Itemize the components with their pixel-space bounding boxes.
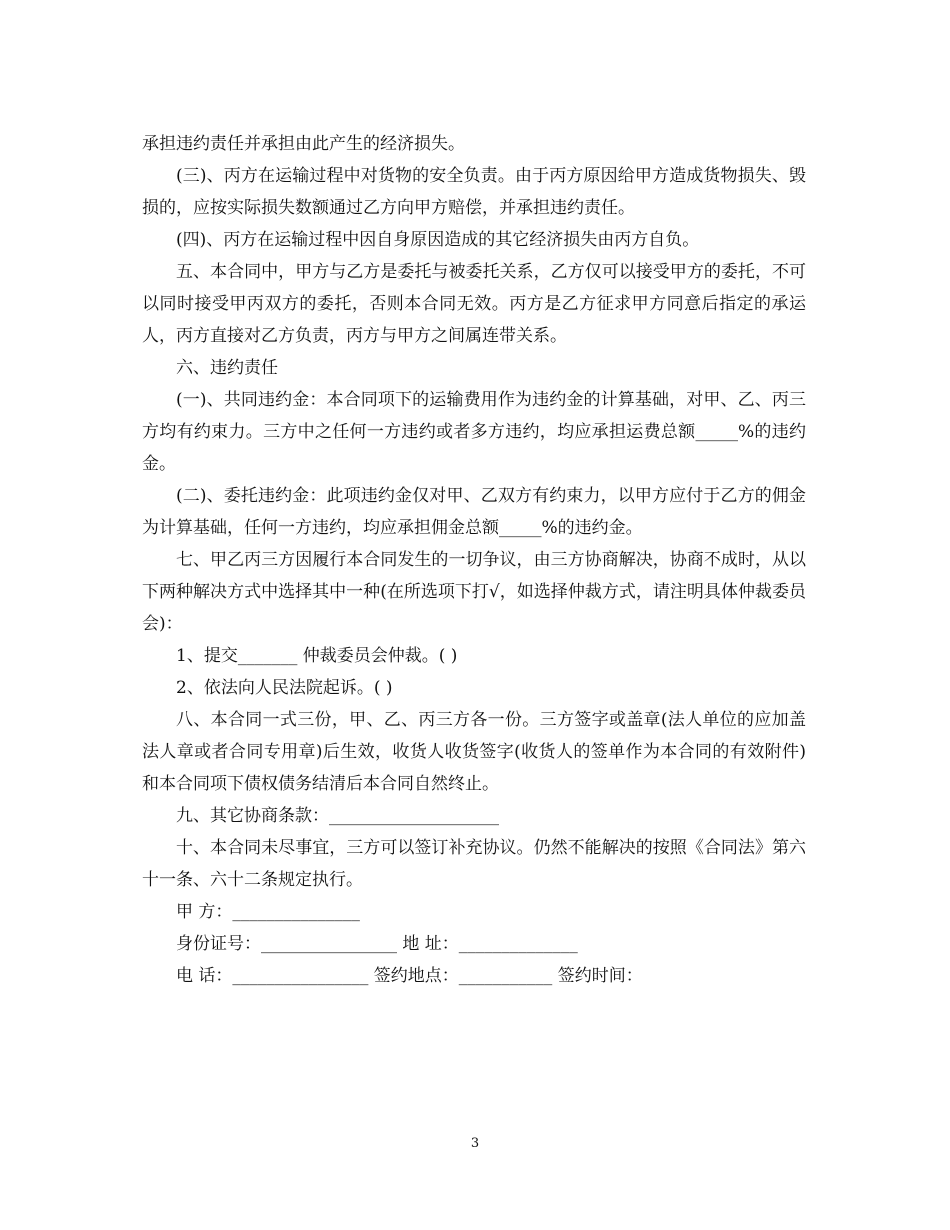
paragraph-12: 九、其它协商条款：____________________ [176, 806, 499, 826]
document-body [142, 128, 806, 992]
paragraph-6: (一)、共同违约金：本合同项下的运输费用作为违约金的计算基础，对甲、乙、丙三方均有约束力。三方中之任何一方违约或者多方违约，均应承担运费总额_____%的违约金。 [142, 390, 806, 474]
paragraph-2: (三)、丙方在运输过程中对货物的安全负责。由于丙方原因给甲方造成货物损失、毁损的，应按实际损失数额通过乙方向甲方赔偿，并承担违约责任。 [142, 166, 806, 218]
signature-party-a: 甲 方：_______________ [176, 902, 360, 922]
paragraph-1: 承担违约责任并承担由此产生的经济损失。 [142, 134, 465, 154]
paragraph-3: (四)、丙方在运输过程中因自身原因造成的其它经济损失由丙方自负。 [176, 230, 700, 250]
paragraph-8: 七、甲乙丙三方因履行本合同发生的一切争议，由三方协商解决，协商不成时，从以下两种解决方式中选择其中一种(在所选项下打√，如选择仲裁方式，请注明具体仲裁委员会)： [142, 550, 806, 634]
signature-phone-place-time: 电 话：________________ 签约地点：___________ 签约时间： [176, 966, 643, 986]
paragraph-13: 十、本合同未尽事宜，三方可以签订补充协议。仍然不能解决的按照《合同法》第六十一条、六十二条规定执行。 [142, 838, 806, 890]
page-number: 3 [470, 1136, 480, 1151]
paragraph-7: (二)、委托违约金：此项违约金仅对甲、乙双方有约束力，以甲方应付于乙方的佣金为计算基础，任何一方违约，均应承担佣金总额_____%的违约金。 [142, 486, 806, 538]
option-arbitration: 1、提交_______ 仲裁委员会仲裁。( ) [176, 646, 458, 666]
section-heading-liability: 六、违约责任 [176, 358, 278, 378]
option-court: 2、依法向人民法院起诉。( ) [176, 678, 393, 698]
paragraph-11: 八、本合同一式三份，甲、乙、丙三方各一份。三方签字或盖章(法人单位的应加盖法人章或者合同专用章)后生效，收货人收货签字(收货人的签单作为本合同的有效附件)和本合同项下债权债务结清后本合同自然终止。 [142, 710, 806, 794]
signature-id-address: 身份证号：________________ 地 址：______________ [176, 934, 578, 954]
paragraph-4: 五、本合同中，甲方与乙方是委托与被委托关系，乙方仅可以接受甲方的委托，不可以同时接受甲丙双方的委托，否则本合同无效。丙方是乙方征求甲方同意后指定的承运人，丙方直接对乙方负责，丙方与甲方之间属连带关系。 [142, 262, 806, 346]
